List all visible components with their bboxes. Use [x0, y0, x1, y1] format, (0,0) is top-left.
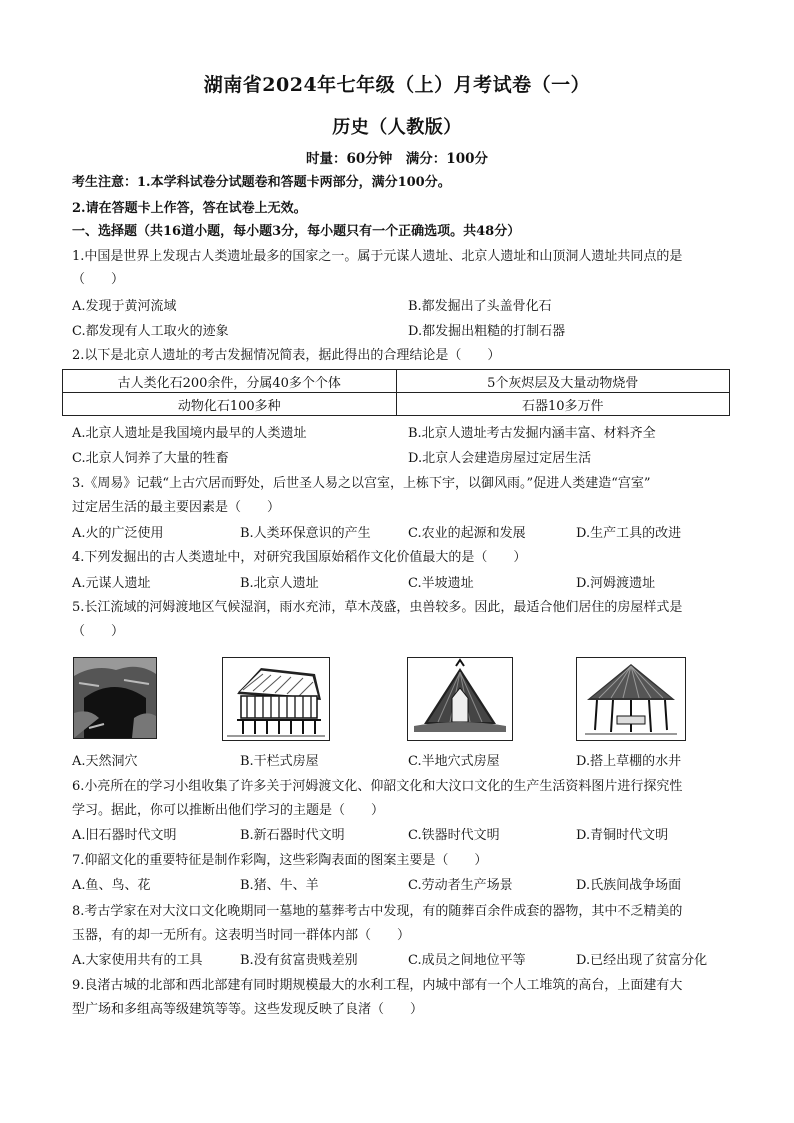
q4-option-d: D.河姆渡遗址	[576, 576, 656, 591]
section-heading: 一、选择题（共16道小题，每小题3分，每小题只有一个正确选项。共48分）	[72, 224, 521, 239]
q2-option-a: A.北京人遗址是我国境内最早的人类遗址	[72, 426, 307, 441]
exam-title: 湖南省2024年七年级（上）月考试卷（一）	[203, 74, 591, 96]
q2-table	[62, 369, 730, 416]
q6-stem-2: 学习。据此，你可以推断出他们学习的主题是（ ）	[72, 803, 385, 818]
q4-option-b: B.北京人遗址	[240, 576, 319, 591]
table-cell: 石器10多万件	[396, 393, 730, 416]
q5-stem-1: 5.长江流域的河姆渡地区气候湿润，雨水充沛，草木茂盛，虫兽较多。因此，最适合他们居住的房屋样式是	[72, 600, 683, 615]
q1-option-a: A.发现于黄河流域	[72, 299, 177, 314]
q1-option-d: D.都发掘出粗糙的打制石器	[408, 324, 566, 339]
q1-option-c: C.都发现有人工取火的迹象	[72, 324, 229, 339]
q8-option-a: A.大家使用共有的工具	[72, 953, 203, 968]
notice-line-2: 2.请在答题卡上作答，答在试卷上无效。	[72, 201, 307, 216]
q9-stem-1: 9.良渚古城的北部和西北部建有同时期规模最大的水利工程，内城中部有一个人工堆筑的高台，上面建有大	[72, 978, 683, 993]
q6-option-a: A.旧石器时代文明	[72, 828, 177, 843]
q6-option-d: D.青铜时代文明	[576, 828, 669, 843]
q5-option-c: C.半地穴式房屋	[408, 754, 500, 769]
q4-option-a: A.元谋人遗址	[72, 576, 151, 591]
exam-meta: 时量：60分钟 满分：100分	[306, 151, 488, 167]
table-row	[63, 393, 730, 416]
q8-stem-1: 8.考古学家在对大汶口文化晚期同一墓地的墓葬考古中发现，有的随葬百余件成套的器物，其中不乏精美的	[72, 904, 683, 919]
q5-option-d: D.搭上草棚的水井	[576, 754, 682, 769]
q3-option-a: A.火的广泛使用	[72, 526, 164, 541]
q3-stem-2: 过定居生活的最主要因素是（ ）	[72, 500, 281, 515]
q8-option-d: D.已经出现了贫富分化	[576, 953, 708, 968]
q6-option-b: B.新石器时代文明	[240, 828, 345, 843]
q5-option-a: A.天然洞穴	[72, 754, 138, 769]
exam-subject: 历史（人教版）	[332, 117, 462, 138]
q7-option-a: A.鱼、鸟、花	[72, 878, 151, 893]
q2-option-d: D.北京人会建造房屋过定居生活	[408, 451, 592, 466]
q4-stem-1: 4.下列发掘出的古人类遗址中，对研究我国原始稻作文化价值最大的是（ ）	[72, 550, 527, 565]
stilt-house-image	[222, 657, 330, 741]
table-row	[63, 370, 730, 393]
q8-option-b: B.没有贫富贵贱差别	[240, 953, 358, 968]
table-cell: 5个灰烬层及大量动物烧骨	[396, 370, 730, 393]
q9-stem-2: 型广场和多组高等级建筑等等。这些发现反映了良渚（ ）	[72, 1002, 424, 1017]
table-cell: 古人类化石200余件，分属40多个个体	[63, 370, 397, 393]
q5-option-b: B.干栏式房屋	[240, 754, 319, 769]
q8-stem-2: 玉器，有的却一无所有。这表明当时同一群体内部（ ）	[72, 928, 411, 943]
notice-line-1: 考生注意：1.本学科试卷分试题卷和答题卡两部分，满分100分。	[72, 175, 451, 190]
q6-option-c: C.铁器时代文明	[408, 828, 500, 843]
q5-stem-2: （ ）	[72, 624, 125, 639]
q4-option-c: C.半坡遗址	[408, 576, 474, 591]
table-cell: 动物化石100多种	[63, 393, 397, 416]
thatched-well-image	[576, 657, 686, 741]
q1-option-b: B.都发掘出了头盖骨化石	[408, 299, 552, 314]
cave-image	[73, 657, 157, 739]
semi-subterranean-house-image	[407, 657, 513, 741]
q2-option-c: C.北京人饲养了大量的牲畜	[72, 451, 229, 466]
q8-option-c: C.成员之间地位平等	[408, 953, 526, 968]
q2-stem-1: 2.以下是北京人遗址的考古发掘情况简表，据此得出的合理结论是（ ）	[72, 348, 501, 363]
q6-stem-1: 6.小亮所在的学习小组收集了许多关于河姆渡文化、仰韶文化和大汶口文化的生产生活资料图片进行探究性	[72, 779, 683, 794]
q7-option-d: D.氏族间战争场面	[576, 878, 682, 893]
q1-stem-2: （ ）	[72, 272, 125, 287]
q3-option-d: D.生产工具的改进	[576, 526, 682, 541]
q7-stem-1: 7.仰韶文化的重要特征是制作彩陶，这些彩陶表面的图案主要是（ ）	[72, 853, 488, 868]
q7-option-c: C.劳动者生产场景	[408, 878, 513, 893]
q3-option-b: B.人类环保意识的产生	[240, 526, 371, 541]
q1-stem-1: 1.中国是世界上发现古人类遗址最多的国家之一。属于元谋人遗址、北京人遗址和山顶洞人遗址共同点的是	[72, 249, 683, 264]
q3-option-c: C.农业的起源和发展	[408, 526, 526, 541]
q3-stem-1: 3.《周易》记载“上古穴居而野处，后世圣人易之以宫室，上栋下宇，以御风雨。”促进人类建造“宫室”	[72, 476, 651, 491]
q2-option-b: B.北京人遗址考古发掘内涵丰富、材料齐全	[408, 426, 656, 441]
q7-option-b: B.猪、牛、羊	[240, 878, 319, 893]
